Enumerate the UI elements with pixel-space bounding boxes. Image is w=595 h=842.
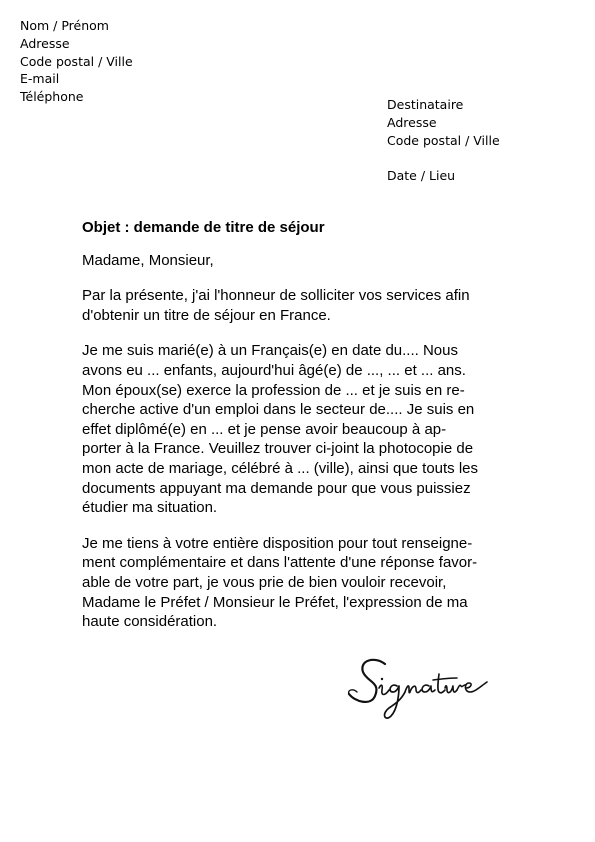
paragraph-line: Par la présente, j'ai l'honneur de solliciter vos services afin <box>82 287 470 305</box>
paragraph-situation <box>82 341 522 517</box>
sender-postal-city: Code postal / Ville <box>20 53 133 69</box>
paragraph-line: avons eu ... enfants, aujourd'hui âgé(e) de ..., ... et ... ans. <box>82 361 466 379</box>
sender-email: E-mail <box>20 71 60 87</box>
paragraph-intro <box>82 286 522 325</box>
recipient-name: Destinataire <box>387 97 464 112</box>
paragraph-line: Mon époux(se) exerce la profession de ... et je suis en re- <box>82 381 465 399</box>
paragraph-line: Madame le Préfet / Monsieur le Préfet, l'expression de ma <box>82 593 468 611</box>
letter-body <box>82 218 522 648</box>
paragraph-line: able de votre part, je vous prie de bien vouloir recevoir, <box>82 573 447 591</box>
paragraph-line: Je me suis marié(e) à un Français(e) en date du.... Nous <box>82 342 458 360</box>
paragraph-closing <box>82 534 522 632</box>
letter-greeting: Madame, Monsieur, <box>82 251 214 269</box>
paragraph-line: effet diplômé(e) en ... et je pense avoir beaucoup à ap- <box>82 420 447 438</box>
paragraph-line: Je me tiens à votre entière disposition pour tout renseigne- <box>82 534 473 552</box>
recipient-block <box>387 96 500 150</box>
paragraph-line: documents appuyant ma demande pour que vous puissiez <box>82 479 471 497</box>
sender-block <box>20 17 133 106</box>
paragraph-line: cherche active d'un emploi dans le secteur de.... Je suis en <box>82 401 475 419</box>
paragraph-line: étudier ma situation. <box>82 499 218 517</box>
sender-phone: Téléphone <box>20 89 84 105</box>
recipient-address: Adresse <box>387 115 437 130</box>
letter-subject: Objet : demande de titre de séjour <box>82 219 325 236</box>
paragraph-line: haute considération. <box>82 613 218 631</box>
recipient-postal-city: Code postal / Ville <box>387 133 500 148</box>
signature-icon <box>345 652 495 732</box>
sender-name: Nom / Prénom <box>20 18 109 33</box>
paragraph-line: ment complémentaire et dans l'attente d'une réponse favor- <box>82 554 478 572</box>
sender-address: Adresse <box>20 35 70 51</box>
paragraph-line: d'obtenir un titre de séjour en France. <box>82 306 331 324</box>
date-place: Date / Lieu <box>387 168 456 183</box>
paragraph-line: mon acte de mariage, célébré à ... (ville), ainsi que touts les <box>82 459 479 477</box>
paragraph-line: porter à la France. Veuillez trouver ci-joint la photocopie de <box>82 440 474 458</box>
